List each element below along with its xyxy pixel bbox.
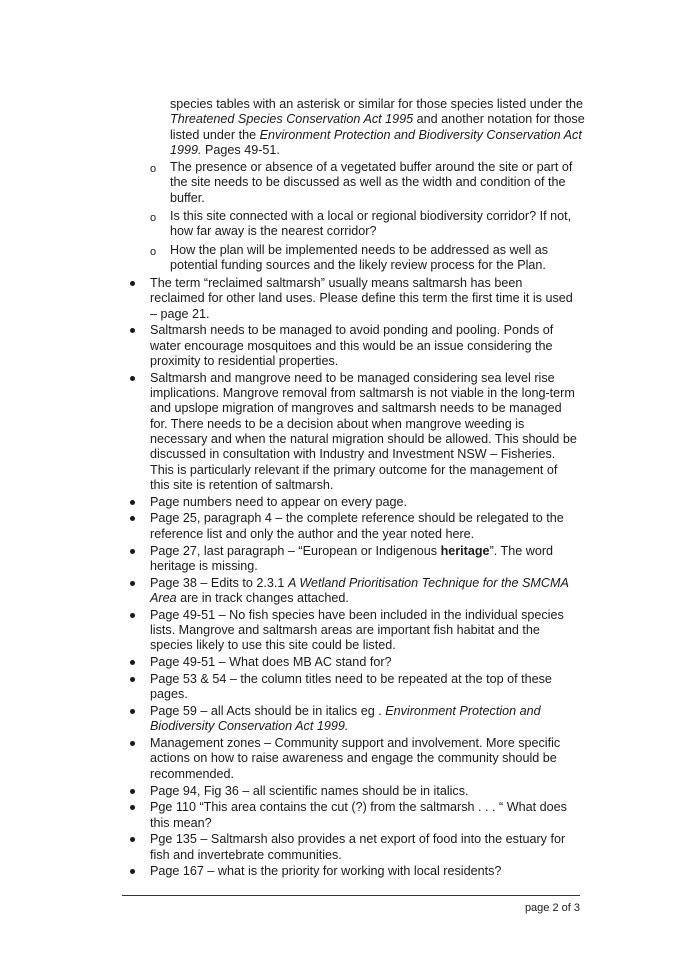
- bullet-icon: [130, 281, 135, 286]
- sub-list-item: [170, 97, 590, 158]
- main-list-item: [150, 576, 580, 607]
- main-bullet-list: [150, 276, 580, 881]
- bullet-icon: [130, 516, 135, 521]
- bullet-icon: [130, 837, 135, 842]
- sub-list-item: [150, 209, 590, 240]
- italic-text: Environment Protection and Biodiversity Conservation Act 1999.: [150, 704, 541, 734]
- sub-bullet-list: [150, 97, 590, 276]
- text-segment: Pages 49-51.: [201, 142, 280, 157]
- main-list-item: [150, 371, 580, 493]
- text-segment: Pge 135 – Saltmarsh also provides a net export of food into the estuary for fish and invertebrate communities.: [150, 832, 566, 862]
- main-list-item: [150, 511, 580, 542]
- hollow-bullet-icon: o: [150, 163, 157, 176]
- text-segment: Page 94, Fig 36 – all scientific names should be in italics.: [150, 783, 469, 798]
- text-segment: Pge 110 “This area contains the cut (?) from the saltmarsh . . . “ What does this mean?: [150, 800, 567, 830]
- bullet-icon: [130, 328, 135, 333]
- main-list-item: [150, 800, 580, 831]
- text-segment: Page 27, last paragraph – “European or Indigenous: [150, 543, 441, 558]
- main-list-item: [150, 608, 580, 654]
- main-list-item: [150, 544, 580, 575]
- bullet-icon: [130, 581, 135, 586]
- main-list-item: [150, 672, 580, 703]
- bullet-icon: [130, 549, 135, 554]
- text-segment: Page 167 – what is the priority for working with local residents?: [150, 864, 502, 879]
- main-list-item: [150, 495, 580, 510]
- bullet-icon: [130, 869, 135, 874]
- main-list-item: [150, 323, 580, 369]
- text-segment: Page numbers need to appear on every page.: [150, 494, 407, 509]
- text-segment: species tables with an asterisk or similar for those species listed under the: [170, 97, 583, 111]
- text-segment: Saltmarsh needs to be managed to avoid ponding and pooling. Ponds of water encourage mosquitoes and this would be an issue considering the proximity to residential properties.: [150, 323, 554, 368]
- bullet-icon: [130, 805, 135, 810]
- text-segment: Page 25, paragraph 4 – the complete reference should be relegated to the reference list and only the author and the year noted here.: [150, 511, 564, 541]
- bold-text: heritage: [440, 543, 490, 558]
- hollow-bullet-icon: o: [150, 245, 157, 258]
- bullet-icon: [130, 660, 135, 665]
- main-list-item: [150, 736, 580, 782]
- main-list-item: [150, 655, 580, 670]
- bullet-icon: [130, 376, 135, 381]
- bullet-icon: [130, 741, 135, 746]
- text-segment: and another notation for those listed under the: [170, 112, 585, 142]
- text-segment: Page 49-51 – No fish species have been included in the individual species lists. Mangrove and saltmarsh areas are important fish habitat and the species likely to use this site could be listed.: [150, 607, 564, 653]
- main-list-item: [150, 784, 580, 799]
- bullet-icon: [130, 709, 135, 714]
- italic-text: Threatened Species Conservation Act 1995: [170, 112, 414, 127]
- bullet-icon: [130, 677, 135, 682]
- footer-divider: [122, 895, 580, 896]
- text-segment: The term “reclaimed saltmarsh” usually means saltmarsh has been reclaimed for other land uses. Please define this term the first time it is used – page 21.: [150, 276, 573, 321]
- sub-list-item: [150, 242, 590, 274]
- text-segment: Is this site connected with a local or regional biodiversity corridor? If not, how far away is the nearest corridor?: [170, 209, 572, 239]
- text-segment: are in track changes attached.: [176, 590, 349, 605]
- text-segment: The presence or absence of a vegetated buffer around the site or part of the site needs to be discussed as well as the width and condition of the buffer.: [170, 160, 573, 205]
- main-list-item: [150, 832, 580, 863]
- bullet-icon: [130, 789, 135, 794]
- hollow-bullet-icon: o: [150, 212, 157, 225]
- text-segment: Page 49-51 – What does MB AC stand for?: [150, 655, 392, 670]
- text-segment: ”. The word heritage is missing.: [150, 543, 554, 573]
- italic-text: Environment Protection and Biodiversity Conservation Act 1999.: [170, 127, 582, 157]
- page-number: page 2 of 3: [524, 902, 580, 914]
- text-segment: Page 59 – all Acts should be in italics eg .: [150, 704, 386, 719]
- text-segment: How the plan will be implemented needs to be addressed as well as potential funding sources and the likely review process for the Plan.: [170, 242, 549, 272]
- text-segment: Page 38 – Edits to 2.3.1: [150, 575, 288, 590]
- main-list-item: [150, 704, 580, 735]
- bullet-icon: [130, 500, 135, 505]
- text-segment: Page 53 & 54 – the column titles need to be repeated at the top of these pages.: [150, 671, 552, 702]
- main-list-item: [150, 864, 580, 879]
- italic-text: A Wetland Prioritisation Technique for the SMCMA Area: [150, 575, 569, 605]
- text-segment: Management zones – Community support and involvement. More specific actions on how to raise awareness and engage the community should be recommended.: [150, 736, 561, 781]
- text-segment: Saltmarsh and mangrove need to be managed considering sea level rise implications. Mangrove removal from saltmarsh is not viable in the long-term and upslope migration of mangroves and saltmarsh needs to be managed for. There needs to be a decision about when mangrove weeding is necessary and when the natural migration should be allowed. This should be discussed in consultation with Industry and Investment NSW – Fisheries. This is particularly relevant if the primary outcome for the management of this site is retention of saltmarsh.: [150, 370, 577, 492]
- main-list-item: [150, 276, 580, 322]
- bullet-icon: [130, 613, 135, 618]
- sub-list-item: [150, 160, 590, 206]
